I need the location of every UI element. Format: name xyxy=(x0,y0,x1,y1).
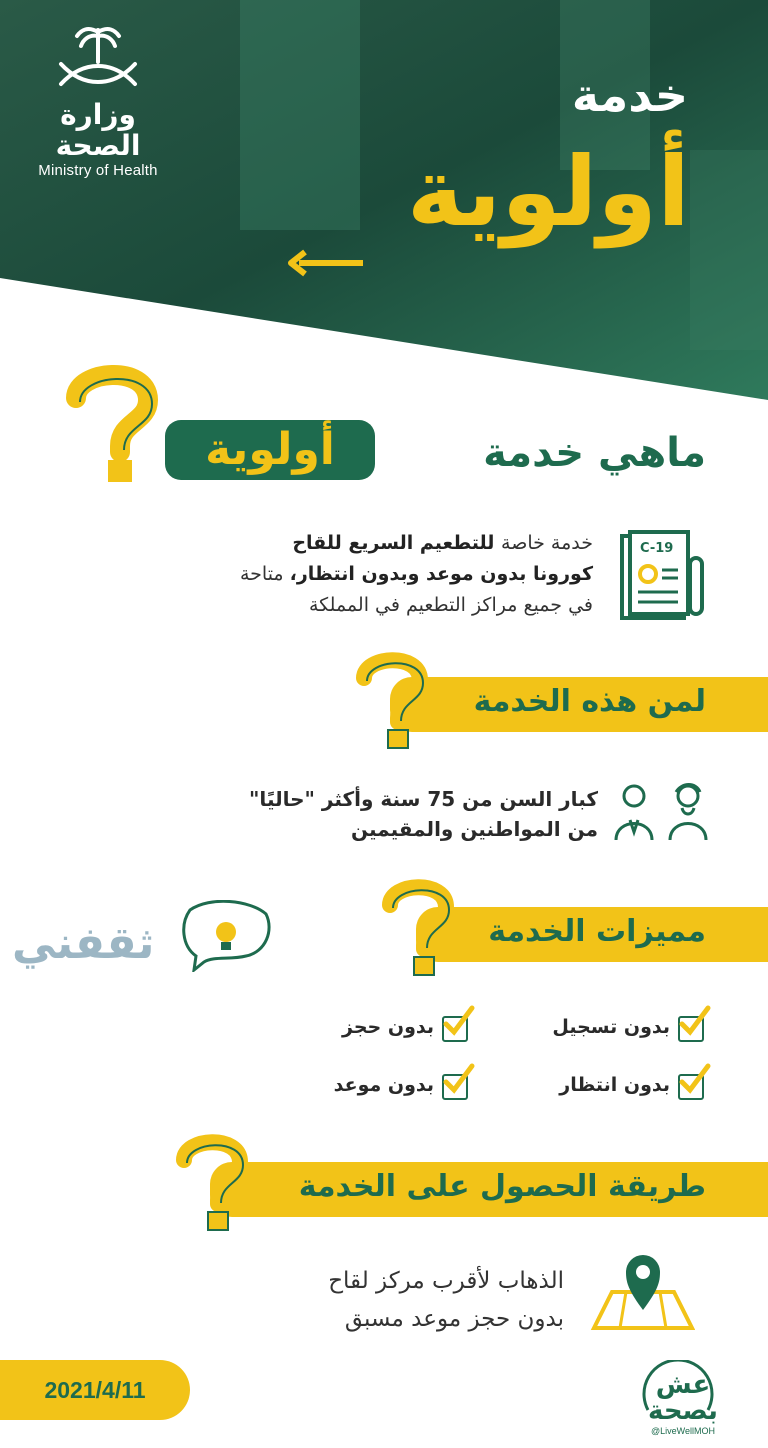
desc-line1-normal: خدمة خاصة xyxy=(501,532,593,554)
desc-line3: في جميع مراكز التطعيم في المملكة xyxy=(308,594,593,616)
section4-title: طريقة الحصول على الخدمة xyxy=(298,1169,706,1204)
section2-line2: من المواطنين والمقيمين xyxy=(351,817,598,841)
logo-arabic-text: وزارة الصحة xyxy=(55,98,141,162)
elderly-people-icon xyxy=(612,780,712,842)
checkmark-icon xyxy=(676,1004,712,1040)
section1-title: ماهي خدمة xyxy=(483,430,706,476)
desc-line2-normal: متاحة xyxy=(239,563,290,585)
feature-item: بدون تسجيل xyxy=(552,1016,670,1038)
section2-text xyxy=(158,784,598,844)
question-mark-icon xyxy=(62,360,162,490)
question-mark-icon xyxy=(378,875,458,980)
date-badge: 2021/4/11 xyxy=(0,1360,190,1420)
section2-line1: كبار السن من 75 سنة وأكثر "حاليًا" xyxy=(249,787,598,811)
desc-line1-bold: للتطعيم السريع للقاح xyxy=(292,532,502,554)
question-mark-icon xyxy=(352,648,432,753)
logo-english-text: Ministry of Health xyxy=(38,161,158,179)
lightbulb-chat-icon xyxy=(180,900,272,972)
feature-item: بدون حجز xyxy=(342,1016,434,1038)
section1-title-pill: أولوية xyxy=(165,420,375,480)
livewell-handle: @LiveWellMOH xyxy=(651,1426,715,1436)
checkmark-icon xyxy=(440,1062,476,1098)
section4-line2: بدون حجز موعد مسبق xyxy=(344,1306,564,1332)
header-title-big: أولوية xyxy=(406,136,690,248)
section2-title: لمن هذه الخدمة xyxy=(473,684,706,719)
ministry-logo xyxy=(18,22,178,179)
checkmark-icon xyxy=(676,1062,712,1098)
livewell-brand-text: عش بصحة xyxy=(648,1370,718,1426)
arrow-left-icon xyxy=(285,248,365,278)
section4-line1: الذهاب لأقرب مركز لقاح xyxy=(328,1268,564,1294)
desc-line2-bold: كورونا بدون موعد وبدون انتظار، xyxy=(289,563,593,585)
feature-item: بدون موعد xyxy=(333,1074,434,1096)
header-title-small: خدمة xyxy=(571,68,688,122)
watermark-text: ثقفني xyxy=(12,918,155,969)
checkmark-icon xyxy=(440,1004,476,1040)
livewell-logo xyxy=(628,1360,738,1440)
section1-description xyxy=(143,528,593,621)
doc-icon-label: C-19 xyxy=(640,541,674,556)
map-pin-icon xyxy=(590,1244,695,1332)
feature-item: بدون انتظار xyxy=(559,1074,670,1096)
covid-document-icon xyxy=(616,530,706,625)
palm-swords-emblem-icon xyxy=(43,22,153,92)
section3-title: مميزات الخدمة xyxy=(488,914,706,949)
section4-text xyxy=(184,1262,564,1338)
question-mark-icon xyxy=(172,1130,252,1235)
